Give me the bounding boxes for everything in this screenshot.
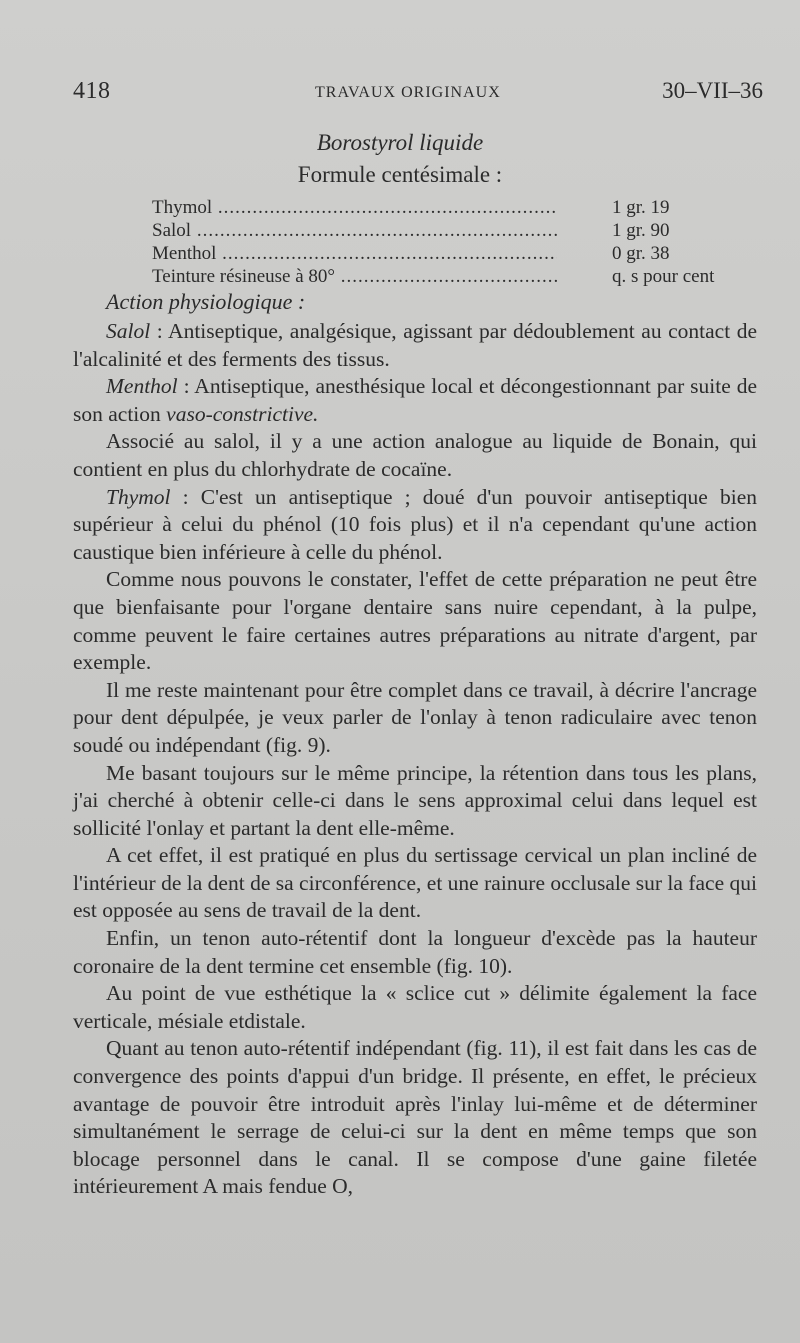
- formula-row: [152, 265, 757, 288]
- paragraph-lead: Salol: [106, 319, 151, 343]
- paragraph: A cet effet, il est pratiqué en plus du sertissage cervical un plan incliné de l'intérieur de la dent de sa circonférence, et une rainure occlusale sur la face qui est opposée au sens de travail de la dent.: [73, 843, 757, 923]
- ingredient-name: Thymol .....: [152, 196, 557, 219]
- paragraph-italic: vaso-constrictive.: [166, 401, 319, 426]
- formula-subtitle: Formule centésimale :: [297, 162, 503, 187]
- paragraph-salol: [73, 318, 757, 373]
- paragraph-thymol: [73, 484, 757, 567]
- page-header: [73, 78, 763, 112]
- page-number: 418: [73, 78, 111, 104]
- ingredient-quantity: q. s pour cent: [612, 266, 715, 287]
- ingredient-name: Teinture résineuse à 80° .....: [152, 265, 557, 288]
- body-text: [73, 318, 757, 1201]
- formula-row: [152, 219, 757, 242]
- paragraph-text: : Antiseptique, analgésique, agissant par dédoublement au contact de l'alcalinité et des ferments des tissus.: [73, 319, 757, 371]
- paragraph: Me basant toujours sur le même principe, la rétention dans tous les plans, j'ai cherché à obtenir celle-ci dans le sens approximal celui dans lequel est sollicité l'onlay et partant la dent elle-même.: [73, 760, 757, 840]
- paragraph-menthol: [73, 373, 757, 428]
- running-title: TRAVAUX ORIGINAUX: [315, 84, 501, 101]
- ingredient-quantity: 1 gr. 90: [612, 220, 670, 241]
- formula-table: [152, 196, 757, 288]
- formula-row: [152, 196, 757, 219]
- ingredient-name: Menthol .....: [152, 242, 557, 265]
- paragraph-lead: Thymol: [106, 484, 171, 509]
- paragraph-lead: Menthol: [106, 374, 178, 399]
- paragraph-text: : C'est un antiseptique ; doué d'un pouvoir antiseptique bien supérieur à celui du phénol (10 fois plus) et il n'a cependant qu'une action caustique bien inférieure à celle du phénol.: [73, 484, 757, 564]
- paragraph: Comme nous pouvons le constater, l'effet de cette préparation ne peut être que bienfaisante pour l'organe dentaire sans nuire cependant, à la pulpe, comme peuvent le faire certaines autres préparations au nitrate d'argent, par exemple.: [73, 567, 757, 675]
- ingredient-quantity: 1 gr. 19: [612, 197, 670, 218]
- formula-title: Borostyrol liquide: [316, 130, 484, 155]
- paragraph: Il me reste maintenant pour être complet dans ce travail, à décrire l'ancrage pour dent dépulpée, je veux parler de l'onlay à tenon radiculaire avec tenon soudé ou indépendant (fig. 9).: [73, 677, 757, 757]
- paragraph: Au point de vue esthétique la « sclice cut » délimite également la face verticale, mésiale etdistale.: [73, 981, 757, 1033]
- ingredient-name: Salol .....: [152, 219, 557, 242]
- formula-row: [152, 242, 757, 265]
- section-heading: Action physiologique :: [106, 289, 306, 314]
- issue-date: 30–VII–36: [662, 78, 763, 103]
- ingredient-quantity: 0 gr. 38: [612, 243, 670, 264]
- paragraph: Enfin, un tenon auto-rétentif dont la longueur d'excède pas la hauteur coronaire de la dent termine cet ensemble (fig. 10).: [73, 926, 757, 978]
- paragraph: Associé au salol, il y a une action analogue au liquide de Bonain, qui contient en plus du chlorhydrate de cocaïne.: [73, 429, 757, 481]
- paragraph-text: : Antiseptique, anesthésique local et décongestionnant par suite de son action: [73, 374, 757, 426]
- paragraph: Quant au tenon auto-rétentif indépendant (fig. 11), il est fait dans les cas de convergence des points d'appui d'un bridge. Il présente, en effet, le précieux avantage de pouvoir être introduit après l'inlay lui-même et de déterminer simultanément le serrage de celui-ci sur la dent en même temps que son blocage personnel dans le canal. Il se compose d'une gaine filetée intérieurement A mais fendue O,: [73, 1036, 757, 1199]
